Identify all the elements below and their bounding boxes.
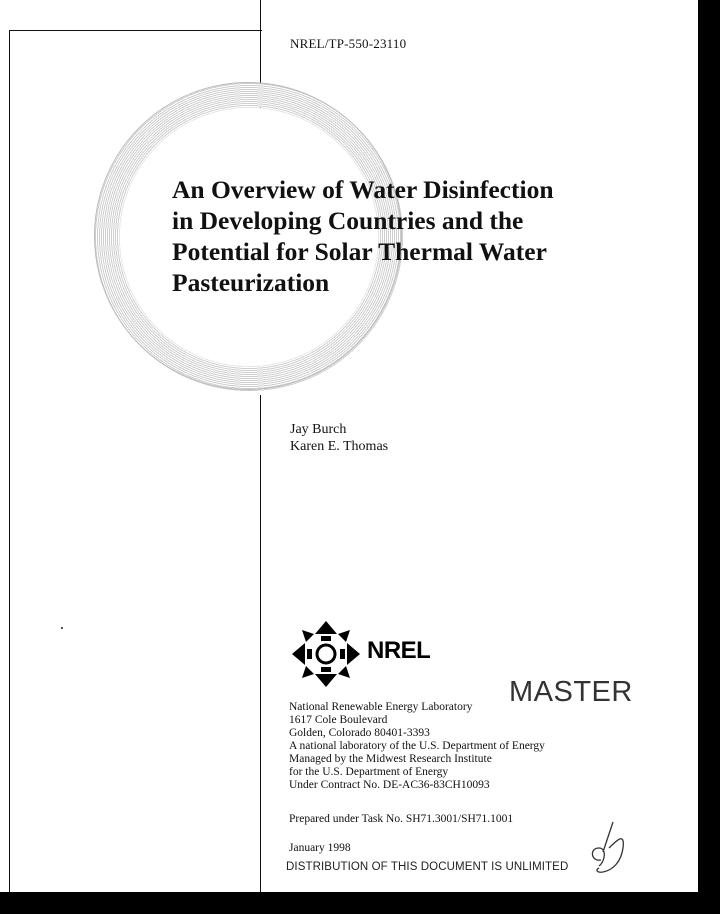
authors	[290, 421, 388, 455]
master-stamp: MASTER	[509, 676, 633, 708]
author-name: Jay Burch	[290, 422, 347, 437]
address-line: for the U.S. Department of Energy	[289, 766, 449, 778]
title-line: in Developing Countries and the	[172, 206, 524, 235]
address-line: 1617 Cole Boulevard	[289, 714, 388, 726]
nrel-logo	[290, 619, 465, 689]
scan-speck	[61, 627, 63, 629]
distribution-statement: DISTRIBUTION OF THIS DOCUMENT IS UNLIMITED	[286, 861, 569, 873]
author-name: Karen E. Thomas	[290, 439, 389, 454]
address-line: National Renewable Energy Laboratory	[289, 701, 473, 713]
title-line: Pasteurization	[172, 268, 330, 297]
address-line: Under Contract No. DE-AC36-83CH10093	[289, 779, 490, 791]
frame-vertical-rule-bottom	[260, 395, 261, 892]
nrel-emblem-icon	[290, 619, 362, 689]
report-number: NREL/TP-550-23110	[290, 36, 407, 51]
document-title	[172, 174, 612, 298]
title-line: An Overview of Water Disinfection	[172, 175, 554, 204]
address-block	[289, 701, 545, 792]
logo-text: NREL	[367, 637, 431, 664]
address-line: A national laboratory of the U.S. Department of Energy	[289, 740, 545, 752]
address-line: Managed by the Midwest Research Institute	[289, 753, 492, 765]
publication-date: January 1998	[289, 842, 351, 854]
address-line: Golden, Colorado 80401-3393	[289, 727, 430, 739]
handwritten-signature-icon	[583, 818, 633, 878]
title-line: Potential for Solar Thermal Water	[172, 237, 547, 266]
task-number: Prepared under Task No. SH71.3001/SH71.1001	[289, 813, 514, 825]
